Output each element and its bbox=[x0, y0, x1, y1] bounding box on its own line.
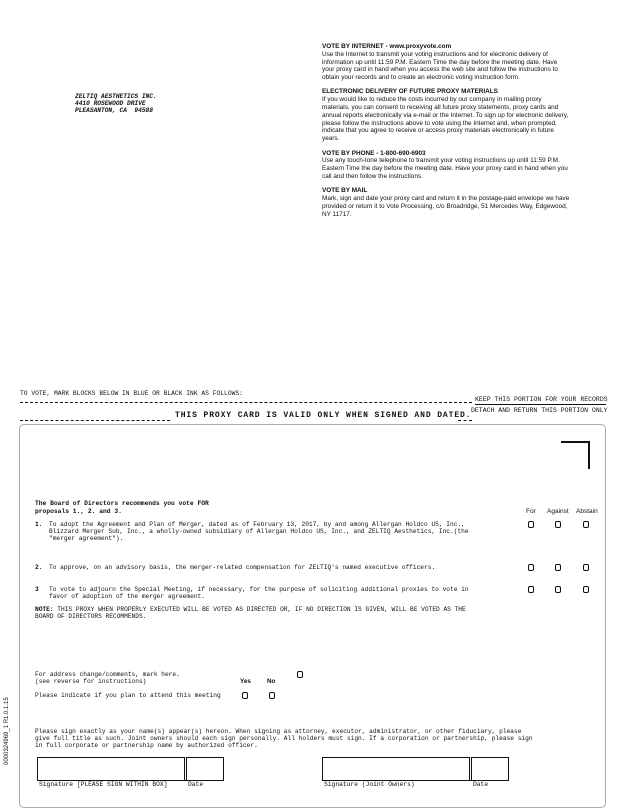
keep-portion-rule bbox=[475, 404, 606, 405]
yes-label: Yes bbox=[240, 678, 251, 685]
column-abstain: Abstain bbox=[576, 508, 598, 515]
address-line: ZELTIQ AESTHETICS INC. bbox=[75, 93, 157, 100]
recommendation-line: proposals 1., 2. and 3. bbox=[35, 507, 122, 515]
recommendation-line: The Board of Directors recommends you vote FOR bbox=[35, 500, 209, 507]
proposal-1 bbox=[35, 521, 489, 542]
instruction-body: If you would like to reduce the costs incurred by our company in mailing proxy materials, you can consent to receiving all future proxy statements, proxy cards and annual reports electronically via e-mail or the Internet. To sign up for electronic delivery, please follow the instructions above to vote using the Internet and, when prompted, indicate that you agree to receive or access proxy materials electronically in future years. bbox=[322, 96, 569, 143]
instruction-body: Use any touch-tone telephone to transmit your voting instructions up until 11:59 P.M. Eastern Time the day before the meeting date. Have your proxy card in hand when you call and then follow the instructions. bbox=[322, 157, 568, 180]
instruction-heading: VOTE BY MAIL bbox=[322, 187, 368, 195]
proposal-number: 3 bbox=[35, 586, 39, 593]
address-change-checkbox[interactable] bbox=[297, 671, 303, 678]
voting-instructions bbox=[322, 43, 570, 225]
address-line: 4410 ROSEWOOD DRIVE bbox=[75, 100, 146, 107]
signing-instructions: Please sign exactly as your name(s) appear(s) hereon. When signing as attorney, executor, administrator, or other fiduciary, please give full title as such. Joint owners should each sign personally. All holders must sign. If a corporation or partnership, please sign in full corporate or partnership name by authorized officer. bbox=[35, 728, 533, 749]
joint-signature-box[interactable] bbox=[322, 757, 470, 780]
corner-mark bbox=[561, 441, 590, 443]
company-address bbox=[75, 93, 157, 114]
proposal-3-for-checkbox[interactable] bbox=[528, 586, 534, 593]
proposal-1-abstain-checkbox[interactable] bbox=[583, 521, 589, 528]
instruction-heading: VOTE BY PHONE - 1-800-690-6903 bbox=[322, 149, 426, 157]
proposal-number: 1. bbox=[35, 521, 43, 528]
proposal-3 bbox=[35, 586, 489, 600]
column-against: Against bbox=[547, 508, 569, 515]
vote-by-internet bbox=[322, 43, 570, 82]
detach-line bbox=[20, 420, 170, 421]
attend-meeting-label: Please indicate if you plan to attend this meeting bbox=[35, 692, 221, 699]
instruction-body: Use the Internet to transmit your voting instructions and for electronic delivery of information up until 11:59 P.M. Eastern Time the day before the meeting date. Have your proxy card in hand when you access the web site and follow the instructions to obtain your records and to create an electronic voting instruction form. bbox=[322, 50, 558, 82]
attend-yes-checkbox[interactable] bbox=[242, 692, 248, 699]
detach-line bbox=[20, 402, 472, 403]
proposal-2-for-checkbox[interactable] bbox=[528, 564, 534, 571]
detach-portion-label: DETACH AND RETURN THIS PORTION ONLY bbox=[471, 407, 608, 414]
no-label: No bbox=[267, 678, 276, 685]
electronic-delivery bbox=[322, 88, 570, 143]
address-line: PLEASANTON, CA 94588 bbox=[75, 107, 153, 114]
proposal-1-for-checkbox[interactable] bbox=[528, 521, 534, 528]
date-box[interactable] bbox=[186, 757, 224, 780]
valid-notice: THIS PROXY CARD IS VALID ONLY WHEN SIGNED AND DATED. bbox=[175, 411, 472, 420]
proposal-number: 2. bbox=[35, 564, 43, 571]
proposal-2-abstain-checkbox[interactable] bbox=[583, 564, 589, 571]
column-for: For bbox=[526, 508, 536, 515]
proxy-note bbox=[35, 606, 475, 620]
instruction-body: Mark, sign and date your proxy card and return it in the postage-paid envelope we have provided or return it to Vote Processing, c/o Broadridge, 51 Mercedes Way, Edgewood, NY 11717. bbox=[322, 195, 570, 218]
vote-by-mail bbox=[322, 187, 570, 218]
corner-mark bbox=[588, 441, 590, 469]
attend-no-checkbox[interactable] bbox=[269, 692, 275, 699]
date-label: Date bbox=[188, 781, 204, 788]
joint-date-box[interactable] bbox=[471, 757, 509, 780]
note-text: THIS PROXY WHEN PROPERLY EXECUTED WILL BE VOTED AS DIRECTED OR, IF NO DIRECTION IS GIVEN, WILL BE VOTED AS THE BOARD OF DIRECTORS RECOMMENDS. bbox=[35, 606, 466, 620]
proposal-3-abstain-checkbox[interactable] bbox=[583, 586, 589, 593]
proposal-text: To vote to adjourn the Special Meeting, if necessary, for the purpose of soliciting additional proxies to vote in favor of adoption of the merger agreement. bbox=[49, 586, 469, 600]
keep-portion-label: KEEP THIS PORTION FOR YOUR RECORDS bbox=[475, 396, 608, 403]
proposal-text: To adopt the Agreement and Plan of Merger, dated as of February 13, 2017, by and among Allergan Holdco US, Inc., Blizzard Merger Sub, Inc., a wholly-owned subsidiary of Allergan Holdco US, Inc., and ZELTIQ Aesthetics, Inc.(the "merger agreement"). bbox=[49, 521, 469, 542]
side-code: 0000324969_1 R1.0.1.15 bbox=[4, 697, 10, 765]
instruction-heading: ELECTRONIC DELIVERY OF FUTURE PROXY MATERIALS bbox=[322, 88, 498, 96]
instruction-heading: VOTE BY INTERNET - www.proxyvote.com bbox=[322, 43, 452, 50]
note-label: NOTE: bbox=[35, 606, 54, 613]
board-recommendation bbox=[35, 500, 209, 515]
signature-label: Signature [PLEASE SIGN WITHIN BOX] bbox=[39, 781, 168, 788]
proposal-2-against-checkbox[interactable] bbox=[555, 564, 561, 571]
joint-signature-label: Signature (Joint Owners) bbox=[324, 781, 415, 788]
mark-instruction: TO VOTE, MARK BLOCKS BELOW IN BLUE OR BLACK INK AS FOLLOWS: bbox=[20, 390, 243, 397]
address-change bbox=[35, 671, 180, 685]
proposal-3-against-checkbox[interactable] bbox=[555, 586, 561, 593]
signature-box[interactable] bbox=[37, 757, 185, 780]
proposal-1-against-checkbox[interactable] bbox=[555, 521, 561, 528]
vote-by-phone bbox=[322, 150, 570, 181]
proposal-text: To approve, on an advisory basis, the merger-related compensation for ZELTIQ's named executive officers. bbox=[49, 564, 436, 571]
detach-line bbox=[458, 420, 472, 421]
joint-date-label: Date bbox=[473, 781, 489, 788]
address-change-sublabel: (see reverse for instructions) bbox=[35, 678, 147, 685]
proposal-2 bbox=[35, 564, 489, 571]
address-change-label: For address change/comments, mark here. bbox=[35, 671, 180, 678]
